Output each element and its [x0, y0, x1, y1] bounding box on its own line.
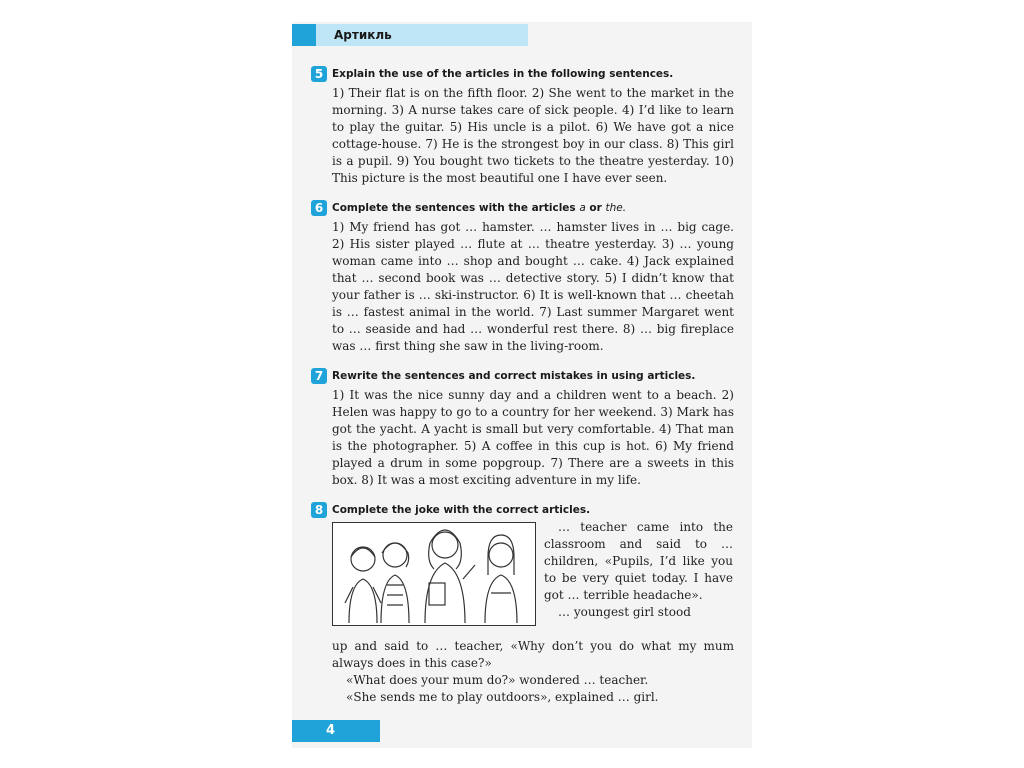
joke-paragraph-2-continued: up and said to … teacher, «Why don’t you do what my mum always does in this case?» — [332, 639, 734, 670]
joke-paragraph-1: … teacher came into the classroom and said to … children, «Pupils, I’d like you to be very quiet today. I have got … terrible headache». — [544, 520, 733, 602]
joke-text-right — [544, 519, 733, 621]
teacher-and-children-drawing — [333, 523, 534, 624]
joke-text-continued — [332, 638, 734, 706]
header-bar — [292, 24, 528, 46]
exercise-number: 8 — [311, 502, 327, 518]
exercise-title — [332, 201, 626, 215]
exercise-title: Rewrite the sentences and correct mistakes in using articles. — [332, 370, 696, 382]
exercise-number: 5 — [311, 66, 327, 82]
exercise-6 — [311, 200, 736, 356]
title-or: or — [585, 202, 606, 214]
joke-line-2: «What does your mum do?» wondered … teacher. — [346, 673, 649, 687]
exercise-title: Complete the joke with the correct articles. — [332, 504, 591, 516]
title-text: Complete the sentences with the articles — [332, 202, 580, 214]
exercise-number: 6 — [311, 200, 327, 216]
section-title: Артикль — [334, 28, 392, 42]
joke-line-3: «She sends me to play outdoors», explained … girl. — [346, 690, 659, 704]
textbook-page — [292, 22, 752, 748]
exercise-text: 1) It was the nice sunny day and a children went to a beach. 2) Helen was happy to go to a country for her weekend. 3) Mark has got the yacht. A yacht is small but very comfortable. 4) That man is the photographer. 5) A coffee in this cup is hot. 6) My friend played a drum in some popgroup. 7) There are a sweets in this box. 8) It was a most exciting adventure in my life. — [332, 388, 734, 487]
joke-paragraph-2: … youngest girl stood — [558, 605, 691, 619]
exercise-8 — [311, 502, 736, 712]
footer-bar — [292, 720, 380, 742]
header-tab — [292, 24, 316, 46]
exercise-text: 1) My friend has got … hamster. … hamster lives in … big cage. 2) His sister played … flute at … theatre yesterday. 3) … young woman came into … shop and bought … cake. 4) Jack explained that … second book was … detective story. 5) I didn’t know that your father is … ski-instructor. 6) It is well-known that … cheetah is … fastest animal in the world. 7) Last summer Margaret went to … seaside and had … wonderful rest there. 8) … big fireplace was … first thing she saw in the living-room. — [332, 220, 734, 353]
title-article-a: a — [579, 202, 586, 214]
page-number: 4 — [326, 723, 336, 738]
classroom-illustration — [332, 522, 536, 626]
exercise-7 — [311, 368, 736, 490]
title-article-the: the. — [605, 202, 627, 214]
exercise-5 — [311, 66, 736, 188]
exercise-number: 7 — [311, 368, 327, 384]
exercise-title: Explain the use of the articles in the following sentences. — [332, 68, 674, 80]
exercise-text: 1) Their flat is on the fifth floor. 2) She went to the market in the morning. 3) A nurse takes care of sick people. 4) I’d like to learn to play the guitar. 5) His uncle is a pilot. 6) We have got a nice cottage-house. 7) He is the strongest boy in our class. 8) This girl is a pupil. 9) You bought two tickets to the theatre yesterday. 10) This picture is the most beautiful one I have ever seen. — [332, 86, 734, 185]
